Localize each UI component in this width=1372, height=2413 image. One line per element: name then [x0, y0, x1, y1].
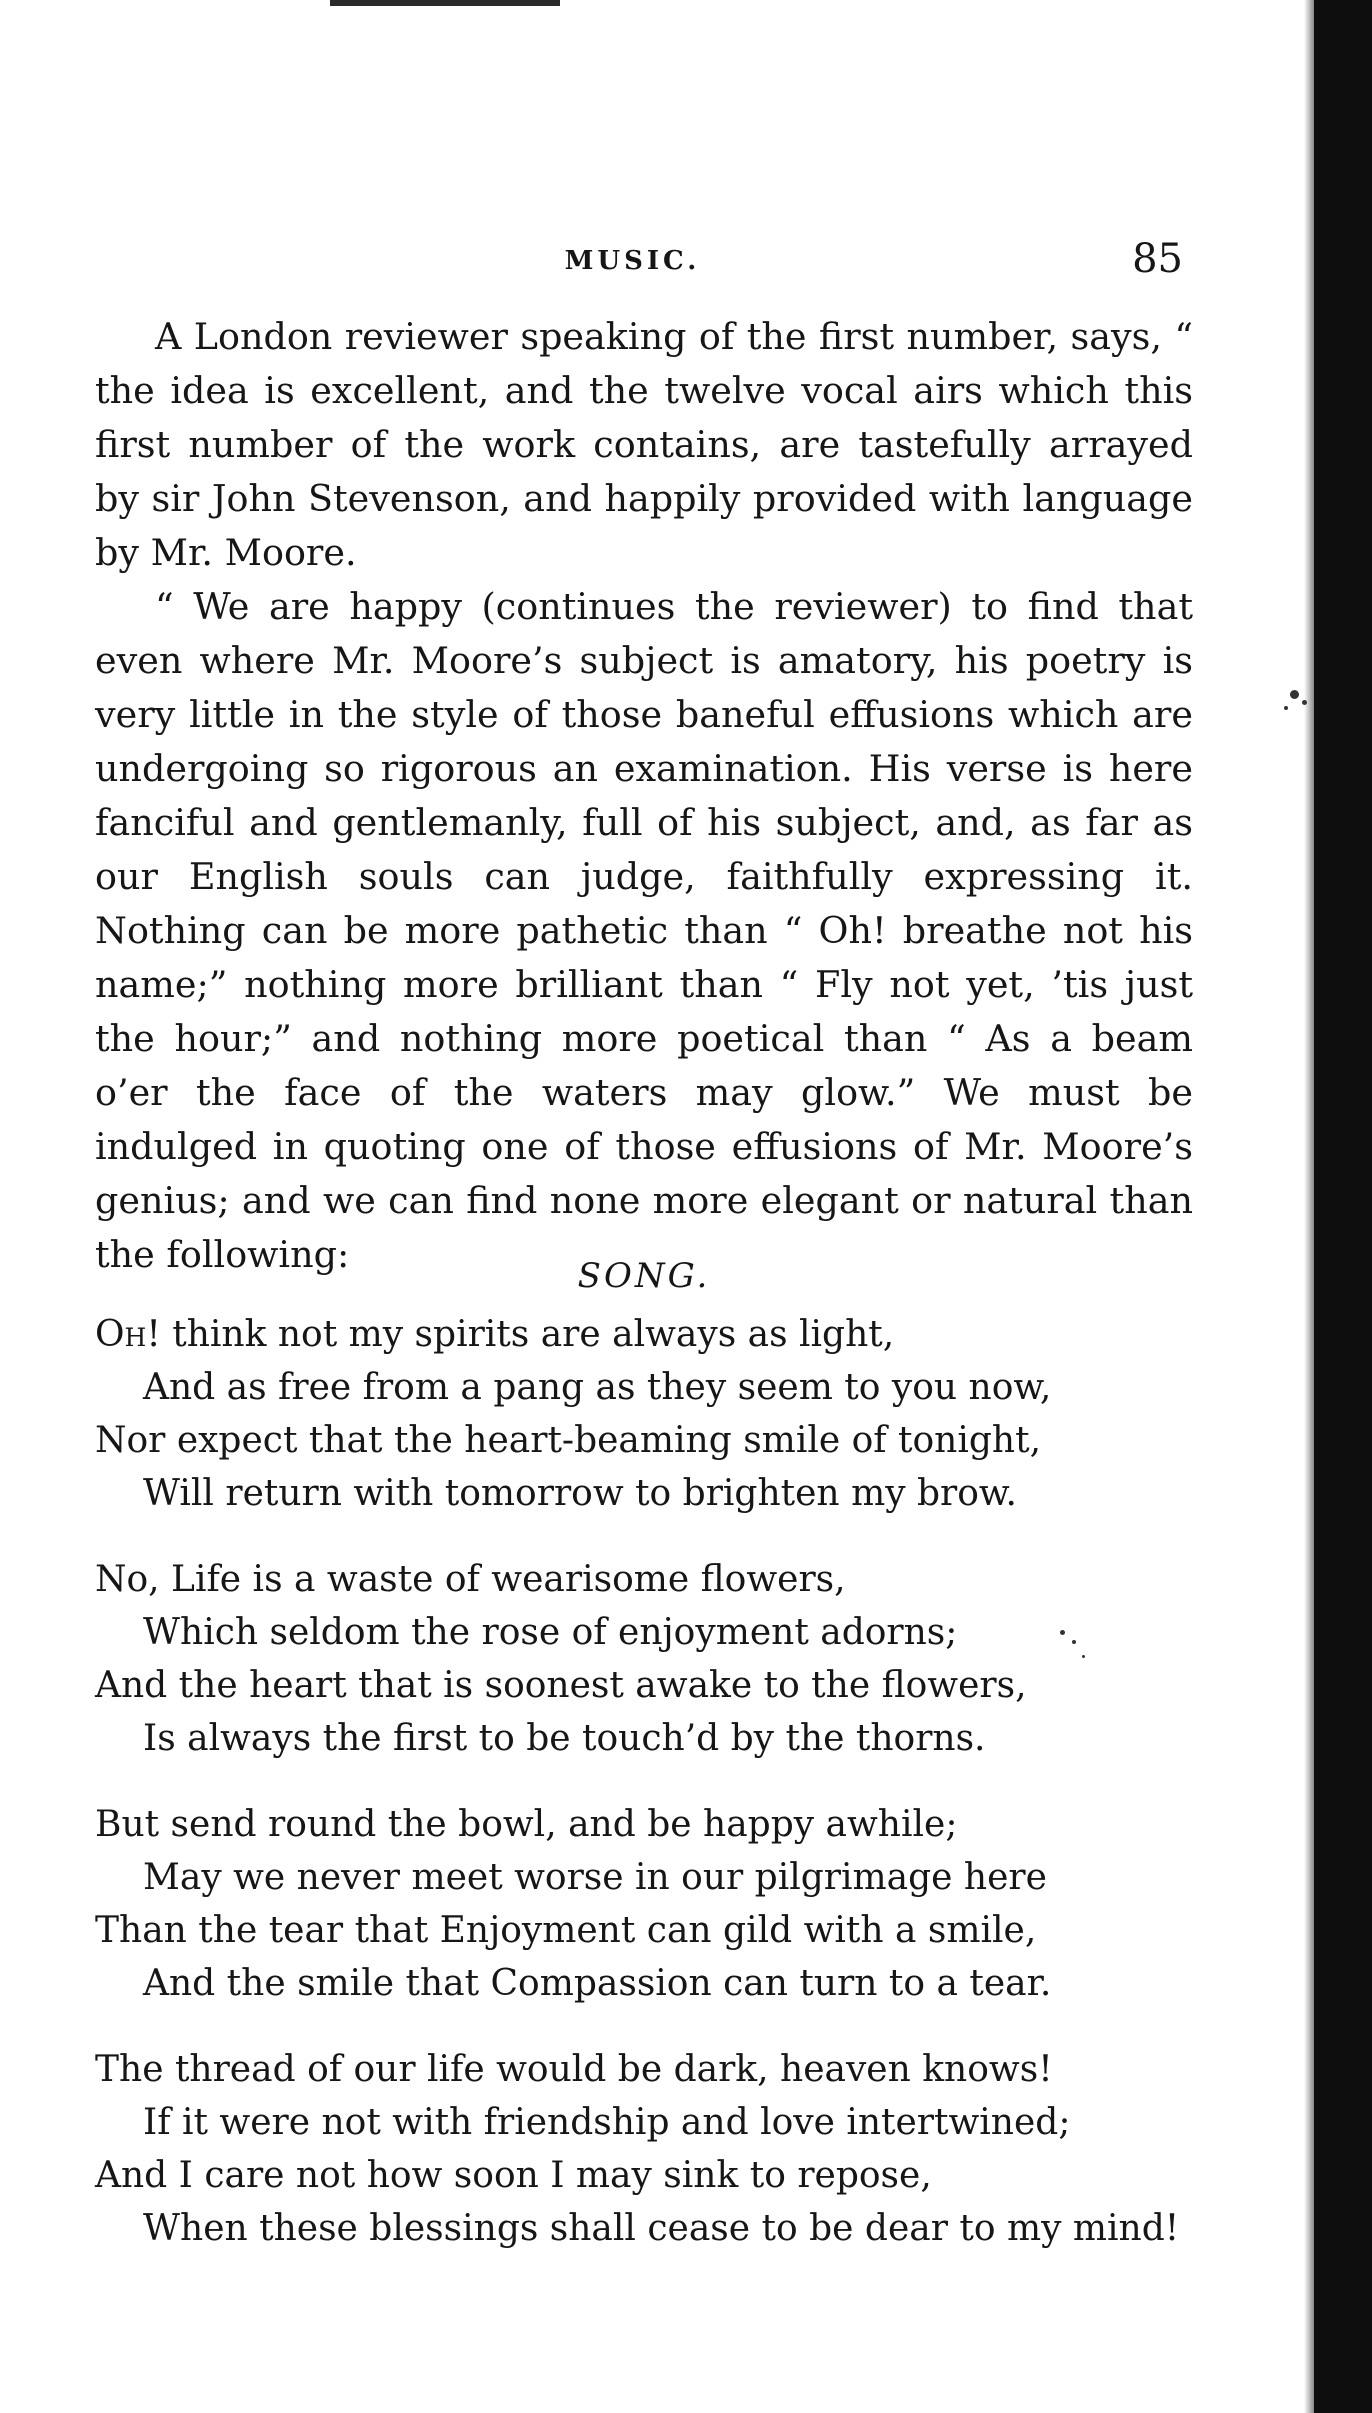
poem-line: And the smile that Compassion can turn to a tear.	[143, 1963, 1052, 2004]
stanza	[95, 2043, 1193, 2255]
stanza	[95, 1308, 1193, 1520]
stanza	[95, 1553, 1193, 1765]
poem-line: Will return with tomorrow to brighten my brow.	[143, 1473, 1017, 1514]
poem-line: No, Life is a waste of wearisome flowers,	[95, 1559, 846, 1600]
stanza	[95, 1798, 1193, 2010]
poem-line: And I care not how soon I may sink to repose,	[95, 2155, 932, 2196]
poem-line: Is always the first to be touch’d by the thorns.	[143, 1718, 986, 1759]
poem-line-text: think not my spirits are always as light,	[172, 1314, 895, 1355]
prose-body	[95, 310, 1193, 1282]
poem-line: Which seldom the rose of enjoyment adorns;	[143, 1612, 958, 1653]
top-edge-mark	[330, 0, 560, 6]
poem-line	[95, 1308, 1193, 1361]
poem-first-word: Oh!	[95, 1314, 161, 1355]
song-title: SONG.	[577, 1256, 711, 1296]
poem-line: May we never meet worse in our pilgrimage here	[143, 1857, 1047, 1898]
foxing-speck	[1302, 700, 1307, 705]
poem	[95, 1308, 1193, 2288]
paragraph: A London reviewer speaking of the first number, says, “ the idea is excellent, and the twelve vocal airs which this first number of the work contains, are tastefully arrayed by sir John Stevenson, and happily provided with language by Mr. Moore.	[95, 315, 1193, 574]
poem-line: The thread of our life would be dark, heaven knows!	[95, 2049, 1053, 2090]
page-number: 85	[1132, 236, 1183, 282]
page-title: MUSIC.	[564, 246, 701, 276]
running-head	[95, 236, 1193, 286]
poem-line: And as free from a pang as they seem to you now,	[143, 1367, 1052, 1408]
foxing-speck	[1290, 690, 1299, 699]
poem-line: If it were not with friendship and love intertwined;	[143, 2102, 1071, 2143]
poem-line: But send round the bowl, and be happy awhile;	[95, 1804, 958, 1845]
poem-line: When these blessings shall cease to be dear to my mind!	[143, 2208, 1180, 2249]
foxing-speck	[1284, 706, 1288, 710]
poem-line: Than the tear that Enjoyment can gild with a smile,	[95, 1910, 1037, 1951]
paragraph: “ We are happy (continues the reviewer) to find that even where Mr. Moore’s subject is amatory, his poetry is very little in the style of those baneful effusions which are undergoing so rigorous an examination. His verse is here fanciful and gentlemanly, full of his subject, and, as far as our English souls can judge, faithfully expressing it. Nothing can be more pathetic than “ Oh! breathe not his name;” nothing more brilliant than “ Fly not yet, ’tis just the hour;” and nothing more poetical than “ As a beam o’er the face of the waters may glow.” We must be indulged in quoting one of those effusions of Mr. Moore’s genius; and we can find none more elegant or natural than the following:	[95, 585, 1193, 1276]
page-binding-edge	[1314, 0, 1372, 2413]
poem-line: Nor expect that the heart-beaming smile of tonight,	[95, 1420, 1042, 1461]
poem-line: And the heart that is soonest awake to the flowers,	[95, 1665, 1027, 1706]
